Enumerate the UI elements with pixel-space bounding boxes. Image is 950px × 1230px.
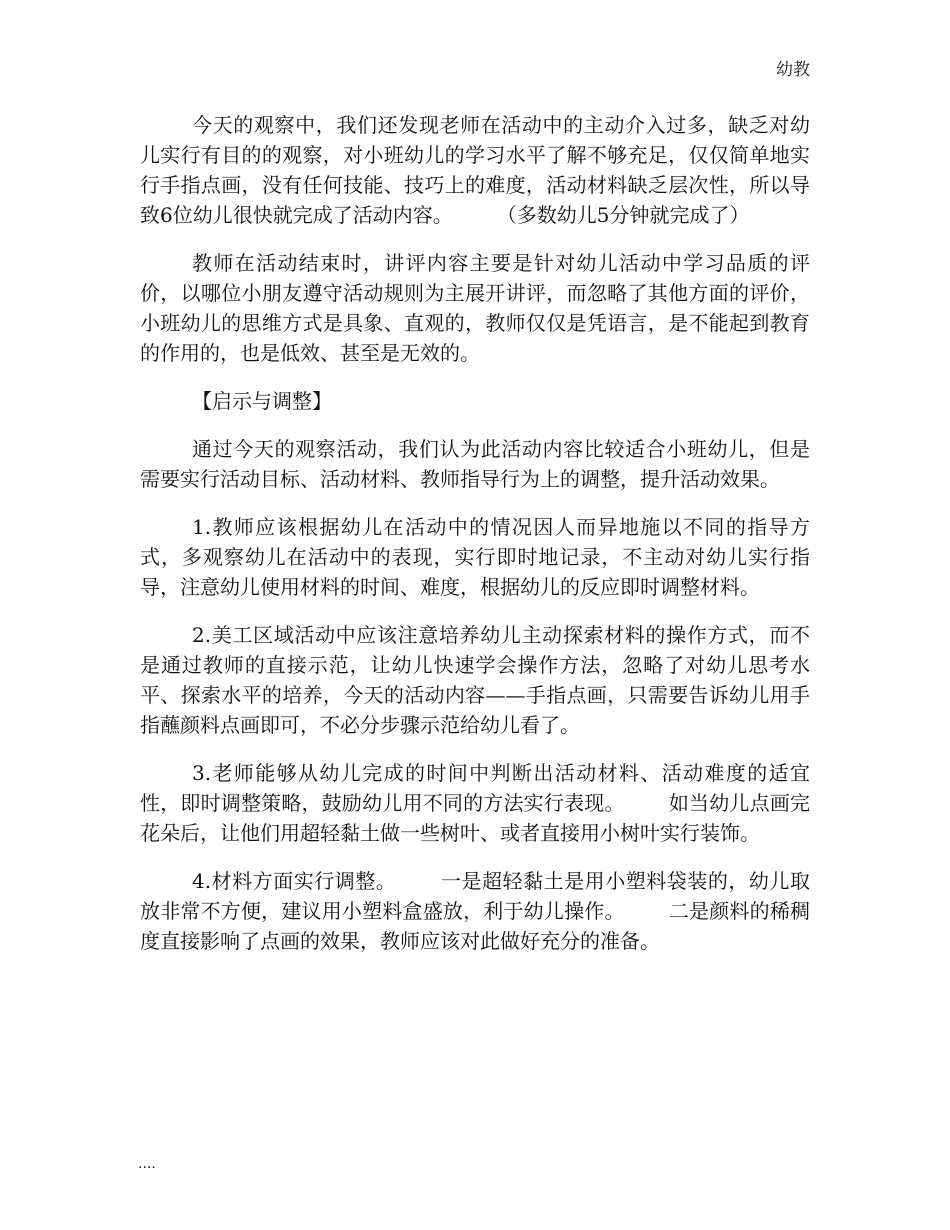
paragraph-text: 今天的观察中，我们还发现老师在活动中的主动介入过多，缺乏对幼儿实行有目的的观察，对小班幼儿的学习水平了解不够充足，仅仅简单地实行手指点画，没有任何技能、技巧上的难度，活动材料缺乏层次性，所以导致6位幼儿很快就完成了活动内容。 [140,113,810,227]
paragraph-item-2 [140,620,810,740]
document-body [140,110,810,974]
paragraph-note: （多数幼儿5分钟就完成了） [496,203,750,227]
page-footer-marker: .... [138,1156,156,1172]
paragraph-text: 3.老师能够从幼儿完成的时间中判断出活动材料、活动难度的适宜性，即时调整策略，鼓励幼儿用不同的方法实行表现。 [140,761,810,815]
paragraph-item-1 [140,512,810,602]
paragraph-text-continued: 如当幼儿点画完花朵后，让他们用超轻黏土做一些树叶、或者直接用小树叶实行装饰。 [140,791,811,845]
paragraph-item-3 [140,758,810,848]
paragraph-text-continued: 一是超轻黏土是用小塑料袋装的，幼儿取放非常不方便，建议用小塑料盒盛放，利于幼儿操作。 [140,869,810,923]
paragraph-text-continued-2: 二是颜料的稀稠度直接影响了点画的效果，教师应该对此做好充分的准备。 [140,899,811,953]
paragraph-summary [140,434,810,494]
section-heading-text: 【启示与调整】 [192,389,332,413]
paragraph-evaluation [140,248,810,368]
paragraph-observation [140,110,810,230]
paragraph-text: 4.材料方面实行调整。 [192,869,397,893]
paragraph-item-4 [140,866,810,956]
page-header-label: 幼教 [776,60,810,80]
paragraph-text: 2.美工区域活动中应该注意培养幼儿主动探索材料的操作方式，而不是通过教师的直接示范，让幼儿快速学会操作方法，忽略了对幼儿思考水平、探索水平的培养，今天的活动内容——手指点画，只需要告诉幼儿用手指蘸颜料点画即可，不必分步骤示范给幼儿看了。 [140,623,810,737]
paragraph-text: 1.教师应该根据幼儿在活动中的情况因人而异地施以不同的指导方式，多观察幼儿在活动中的表现，实行即时地记录，不主动对幼儿实行指导，注意幼儿使用材料的时间、难度，根据幼儿的反应即时调整材料。 [140,515,810,599]
paragraph-text: 教师在活动结束时，讲评内容主要是针对幼儿活动中学习品质的评价，以哪位小朋友遵守活动规则为主展开讲评，而忽略了其他方面的评价，小班幼儿的思维方式是具象、直观的，教师仅仅是凭语言，是不能起到教育的作用的，也是低效、甚至是无效的。 [140,251,810,365]
section-heading [140,386,810,416]
paragraph-text: 通过今天的观察活动，我们认为此活动内容比较适合小班幼儿，但是需要实行活动目标、活动材料、教师指导行为上的调整，提升活动效果。 [140,437,810,491]
